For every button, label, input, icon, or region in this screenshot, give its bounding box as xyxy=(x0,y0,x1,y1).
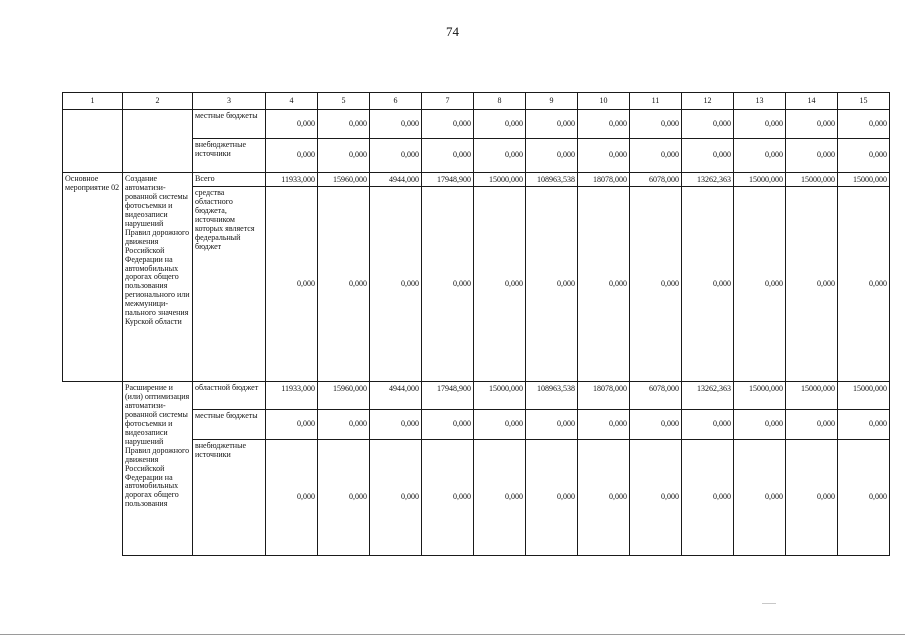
value-cell: 15000,000 xyxy=(734,173,786,187)
value-cell: 4944,000 xyxy=(370,173,422,187)
value-cell: 0,000 xyxy=(266,440,318,556)
value-cell: 15000,000 xyxy=(786,382,838,410)
value-cell: 0,000 xyxy=(370,139,422,173)
page-number: 74 xyxy=(446,24,459,39)
scan-mark xyxy=(762,603,776,604)
value-cell: 18078,000 xyxy=(578,382,630,410)
value-cell: 0,000 xyxy=(734,440,786,556)
header-cell: 2 xyxy=(123,93,193,110)
footer-divider xyxy=(0,634,905,635)
value-cell: 0,000 xyxy=(838,187,890,382)
value-cell: 0,000 xyxy=(682,440,734,556)
name-cell xyxy=(123,110,193,173)
value-cell: 15960,000 xyxy=(318,382,370,410)
value-cell: 0,000 xyxy=(682,410,734,440)
value-cell: 15000,000 xyxy=(838,173,890,187)
value-cell: 0,000 xyxy=(630,440,682,556)
value-cell: 0,000 xyxy=(630,410,682,440)
value-cell: 0,000 xyxy=(630,110,682,139)
header-cell: 14 xyxy=(786,93,838,110)
value-cell: 0,000 xyxy=(526,410,578,440)
value-cell: 0,000 xyxy=(786,410,838,440)
table-row xyxy=(63,110,890,139)
value-cell: 108963,538 xyxy=(526,382,578,410)
value-cell: 0,000 xyxy=(526,187,578,382)
value-cell: 0,000 xyxy=(630,139,682,173)
value-cell: 0,000 xyxy=(474,110,526,139)
header-cell: 5 xyxy=(318,93,370,110)
value-cell: 13262,363 xyxy=(682,382,734,410)
value-cell: 4944,000 xyxy=(370,382,422,410)
header-cell: 10 xyxy=(578,93,630,110)
header-cell: 11 xyxy=(630,93,682,110)
value-cell: 0,000 xyxy=(266,139,318,173)
value-cell: 0,000 xyxy=(786,187,838,382)
value-cell: 0,000 xyxy=(422,410,474,440)
value-cell: 0,000 xyxy=(474,187,526,382)
value-cell: 0,000 xyxy=(474,440,526,556)
value-cell: 15000,000 xyxy=(838,382,890,410)
value-cell: 0,000 xyxy=(318,187,370,382)
value-cell: 0,000 xyxy=(838,410,890,440)
value-cell: 18078,000 xyxy=(578,173,630,187)
value-cell: 17948,900 xyxy=(422,173,474,187)
value-cell: 0,000 xyxy=(734,110,786,139)
value-cell: 0,000 xyxy=(422,187,474,382)
header-cell: 12 xyxy=(682,93,734,110)
value-cell: 0,000 xyxy=(318,410,370,440)
value-cell: 0,000 xyxy=(422,440,474,556)
header-cell: 13 xyxy=(734,93,786,110)
table-row xyxy=(63,382,890,410)
value-cell: 0,000 xyxy=(578,139,630,173)
value-cell: 6078,000 xyxy=(630,173,682,187)
value-cell: 108963,538 xyxy=(526,173,578,187)
source-cell: местные бюджеты xyxy=(193,110,266,139)
value-cell: 0,000 xyxy=(786,110,838,139)
value-cell: 0,000 xyxy=(318,440,370,556)
header-cell: 3 xyxy=(193,93,266,110)
name-cell: Расширение и (или) оптимизация автоматизи-рованной системы фотосъемки и видеозаписи нарушений Правил дорожного движения Российской Федерации на автомобильных дорогах общего пользования xyxy=(123,382,193,556)
header-cell: 7 xyxy=(422,93,474,110)
value-cell: 6078,000 xyxy=(630,382,682,410)
value-cell: 0,000 xyxy=(474,410,526,440)
value-cell: 0,000 xyxy=(734,187,786,382)
value-cell: 17948,900 xyxy=(422,382,474,410)
value-cell: 0,000 xyxy=(266,110,318,139)
value-cell: 0,000 xyxy=(682,187,734,382)
header-cell: 4 xyxy=(266,93,318,110)
value-cell: 15000,000 xyxy=(786,173,838,187)
value-cell: 0,000 xyxy=(578,110,630,139)
value-cell: 11933,000 xyxy=(266,382,318,410)
value-cell: 0,000 xyxy=(526,110,578,139)
value-cell: 0,000 xyxy=(318,139,370,173)
value-cell: 0,000 xyxy=(370,410,422,440)
measure-cell xyxy=(63,110,123,173)
value-cell: 13262,363 xyxy=(682,173,734,187)
measure-cell: Основное мероприятие 02 xyxy=(63,173,123,382)
source-cell: внебюджетные источники xyxy=(193,440,266,556)
value-cell: 0,000 xyxy=(318,110,370,139)
budget-table xyxy=(62,92,890,556)
measure-cell xyxy=(63,382,123,556)
value-cell: 15000,000 xyxy=(734,382,786,410)
value-cell: 0,000 xyxy=(422,139,474,173)
value-cell: 0,000 xyxy=(578,440,630,556)
value-cell: 0,000 xyxy=(630,187,682,382)
source-cell: областной бюджет xyxy=(193,382,266,410)
value-cell: 0,000 xyxy=(734,139,786,173)
table-header-row xyxy=(63,93,890,110)
value-cell: 0,000 xyxy=(578,410,630,440)
value-cell: 0,000 xyxy=(422,110,474,139)
value-cell: 0,000 xyxy=(370,440,422,556)
source-cell: Всего xyxy=(193,173,266,187)
value-cell: 11933,000 xyxy=(266,173,318,187)
value-cell: 0,000 xyxy=(474,139,526,173)
value-cell: 15000,000 xyxy=(474,173,526,187)
header-cell: 15 xyxy=(838,93,890,110)
value-cell: 0,000 xyxy=(526,139,578,173)
value-cell: 0,000 xyxy=(370,187,422,382)
header-cell: 6 xyxy=(370,93,422,110)
value-cell: 0,000 xyxy=(266,410,318,440)
value-cell: 0,000 xyxy=(266,187,318,382)
value-cell: 0,000 xyxy=(838,440,890,556)
value-cell: 0,000 xyxy=(526,440,578,556)
header-cell: 9 xyxy=(526,93,578,110)
value-cell: 0,000 xyxy=(838,139,890,173)
value-cell: 0,000 xyxy=(786,440,838,556)
header-cell: 8 xyxy=(474,93,526,110)
value-cell: 0,000 xyxy=(838,110,890,139)
source-cell: внебюджетные источники xyxy=(193,139,266,173)
table-row xyxy=(63,173,890,187)
value-cell: 0,000 xyxy=(682,110,734,139)
source-cell: местные бюджеты xyxy=(193,410,266,440)
name-cell: Создание автоматизи-рованной системы фотосъемки и видеозаписи нарушений Правил дорожного движения Российской Федерации на автомобильных дорогах общего пользования регионального или межмуници-пального значения Курской области xyxy=(123,173,193,382)
value-cell: 0,000 xyxy=(370,110,422,139)
header-cell: 1 xyxy=(63,93,123,110)
value-cell: 0,000 xyxy=(578,187,630,382)
value-cell: 0,000 xyxy=(682,139,734,173)
value-cell: 15000,000 xyxy=(474,382,526,410)
value-cell: 0,000 xyxy=(734,410,786,440)
value-cell: 0,000 xyxy=(786,139,838,173)
value-cell: 15960,000 xyxy=(318,173,370,187)
source-cell: средства областного бюджета, источником которых является федеральный бюджет xyxy=(193,187,266,382)
